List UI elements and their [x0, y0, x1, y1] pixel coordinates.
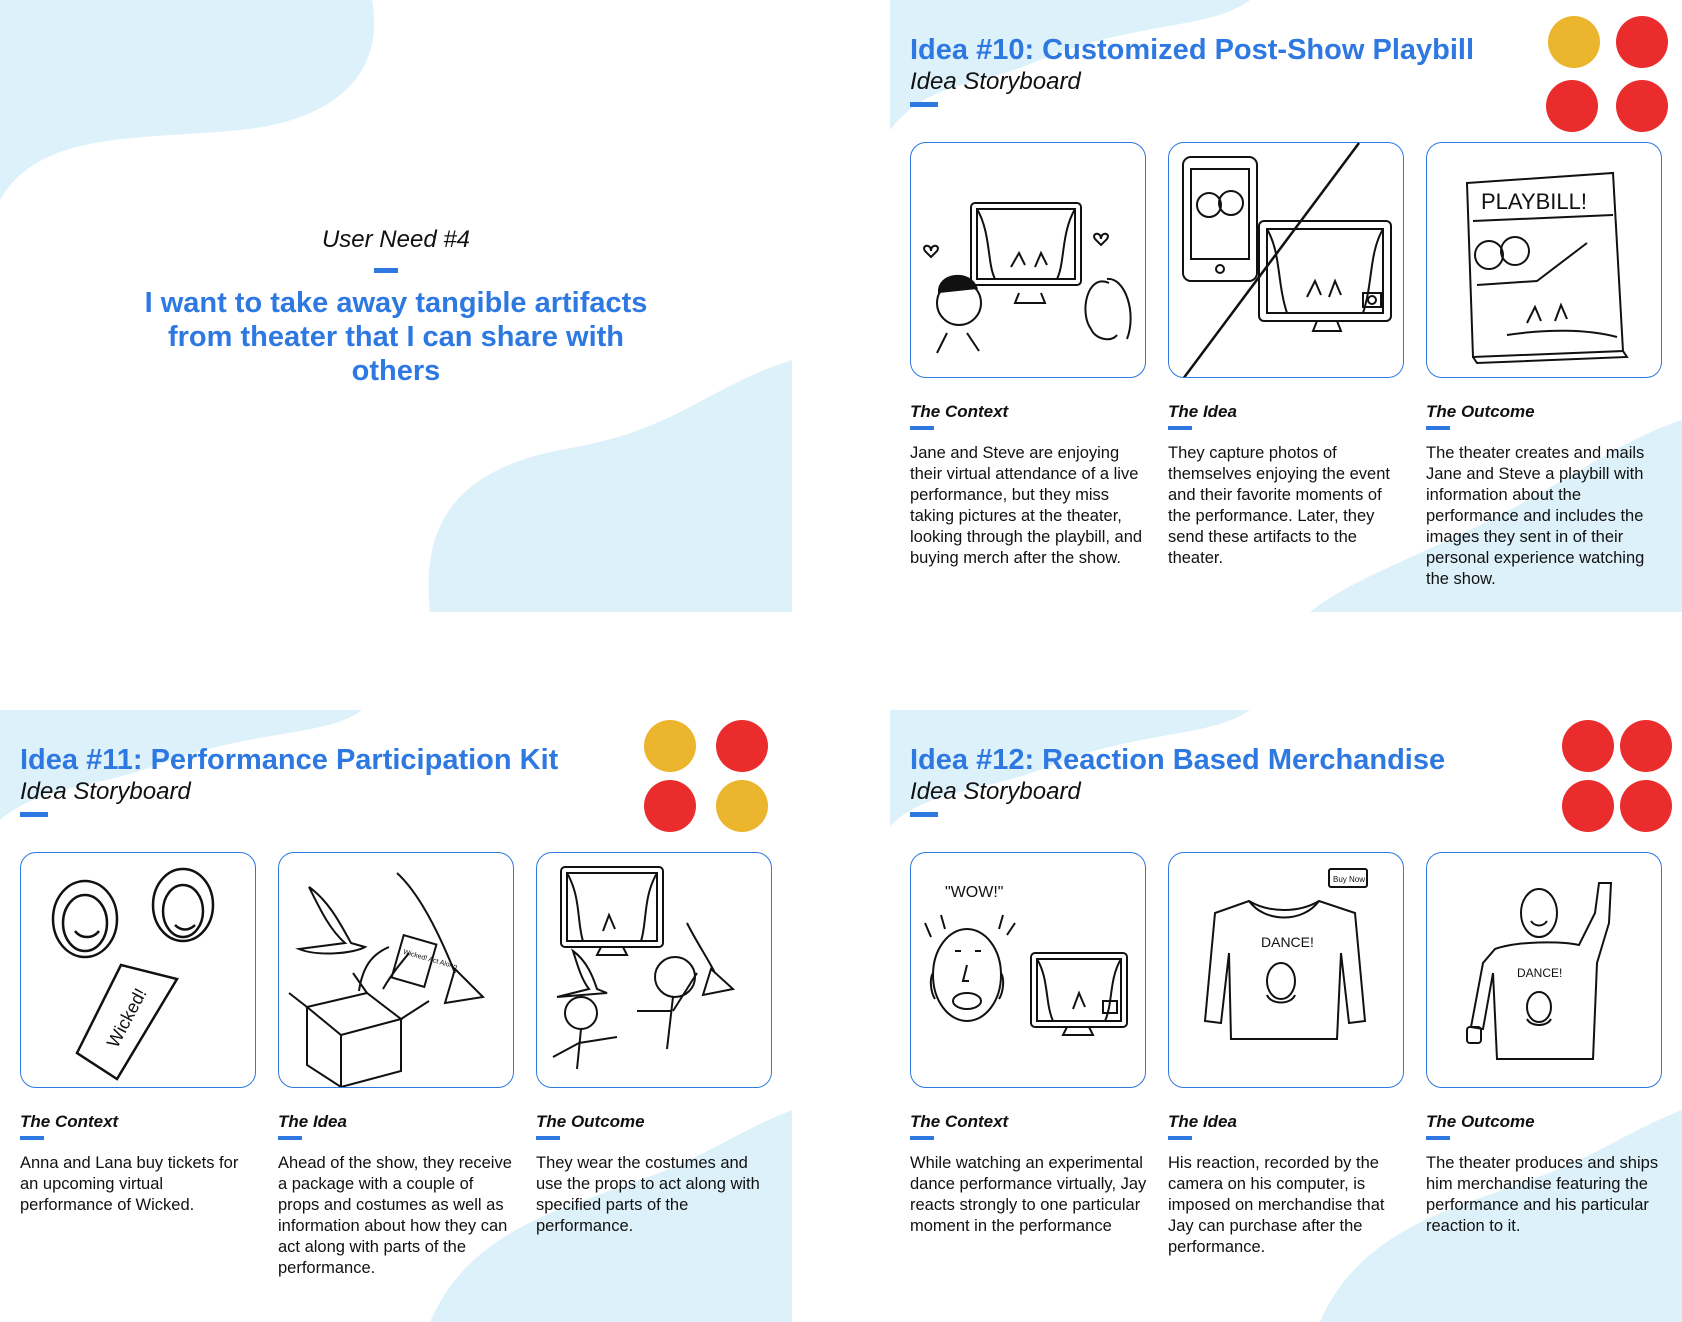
idea-subtitle: Idea Storyboard	[20, 778, 191, 805]
panel-description: The theater produces and ships him merchandise featuring the performance and his particular reaction to it.	[1426, 1154, 1659, 1235]
rating-dot-red	[1620, 720, 1672, 772]
booklet-text: Wicked! Act Along	[402, 948, 458, 971]
sketch-phone-photo-and-stage	[1169, 143, 1404, 378]
ticket-text: Wicked!	[102, 984, 151, 1051]
storyboard-panel-idea	[278, 852, 514, 1088]
panel-description: Ahead of the show, they receive a package with a couple of props and costumes as well as information about how they can act along with parts of the performance.	[278, 1154, 512, 1277]
rating-dot-red	[1616, 16, 1668, 68]
storyboard-panel-context	[910, 142, 1146, 378]
buy-now-text: Buy Now	[1333, 875, 1366, 884]
storyboard-panel-idea	[1168, 852, 1404, 1088]
panel-heading: The Context	[910, 402, 1009, 421]
slide-idea-11	[0, 710, 792, 1322]
rating-dot-red	[716, 720, 768, 772]
accent-bar	[20, 812, 48, 817]
sketch-package-props	[279, 853, 514, 1088]
panel-heading: The Idea	[1168, 1112, 1237, 1131]
storyboard-panel-outcome	[536, 852, 772, 1088]
accent-bar	[1426, 426, 1450, 430]
panel-heading: The Idea	[1168, 402, 1237, 421]
panel-heading: The Context	[910, 1112, 1009, 1131]
storyboard-panel-outcome	[1426, 852, 1662, 1088]
storyboard-panel-outcome	[1426, 142, 1662, 378]
panel-heading: The Outcome	[536, 1112, 645, 1131]
idea-subtitle: Idea Storyboard	[910, 778, 1081, 805]
accent-bar	[20, 1136, 44, 1140]
sketch-playbill	[1427, 143, 1662, 378]
panel-description: While watching an experimental dance performance virtually, Jay reacts strongly to one particular moment in the performance	[910, 1154, 1147, 1235]
rating-dot-red	[1562, 720, 1614, 772]
user-need-statement: I want to take away tangible artifacts from theater that I can share with others	[144, 287, 648, 387]
sketch-sweater-buy-now	[1169, 853, 1404, 1088]
accent-bar	[374, 268, 398, 273]
accent-bar	[910, 102, 938, 107]
rating-dot-red	[1616, 80, 1668, 132]
dance-text: DANCE!	[1261, 934, 1314, 950]
accent-bar	[1426, 1136, 1450, 1140]
rating-dot-red	[1620, 780, 1672, 832]
idea-title: Idea #10: Customized Post-Show Playbill	[910, 34, 1475, 66]
panel-heading: The Context	[20, 1112, 119, 1131]
sketch-wow-reaction	[911, 853, 1146, 1088]
shirt-dance-text: DANCE!	[1517, 966, 1563, 980]
sketch-two-faces-and-ticket	[21, 853, 256, 1088]
accent-bar	[910, 812, 938, 817]
accent-bar	[910, 1136, 934, 1140]
rating-dot-red	[644, 780, 696, 832]
panel-heading: The Outcome	[1426, 1112, 1535, 1131]
storyboard-panel-context	[20, 852, 256, 1088]
storyboard-panel-idea	[1168, 142, 1404, 378]
user-need-label: User Need #4	[321, 226, 471, 253]
panel-description: Jane and Steve are enjoying their virtual attendance of a live performance, but they miss taking pictures at the theater, looking through the playbill, and buying merch after the show.	[910, 444, 1143, 567]
storyboard-panel-context	[910, 852, 1146, 1088]
panel-heading: The Idea	[278, 1112, 347, 1131]
idea-title: Idea #11: Performance Participation Kit	[20, 744, 559, 776]
rating-dot-red	[1562, 780, 1614, 832]
accent-bar	[1168, 426, 1192, 430]
slide-idea-10	[890, 0, 1682, 612]
panel-description: The theater creates and mails Jane and Steve a playbill with information about the performance and includes the images they sent in of their personal experience watching the show.	[1426, 444, 1645, 588]
rating-dot-red	[1546, 80, 1598, 132]
sketch-man-wearing-sweater	[1427, 853, 1662, 1088]
idea-title: Idea #12: Reaction Based Merchandise	[910, 744, 1446, 776]
wow-text: "WOW!"	[945, 884, 1004, 901]
rating-dot-yellow	[1548, 16, 1600, 68]
sketch-acting-along	[537, 853, 772, 1088]
panel-description: Anna and Lana buy tickets for an upcoming virtual performance of Wicked.	[20, 1154, 239, 1214]
playbill-text: PLAYBILL!	[1481, 189, 1587, 214]
panel-description: They wear the costumes and use the props to act along with specified parts of the performance.	[536, 1154, 760, 1235]
rating-dot-yellow	[716, 780, 768, 832]
panel-description: They capture photos of themselves enjoying the event and their favorite moments of the performance. Later, they send these artifacts to the theater.	[1168, 444, 1390, 567]
accent-bar	[278, 1136, 302, 1140]
panel-heading: The Outcome	[1426, 402, 1535, 421]
slide-user-need	[0, 0, 792, 612]
accent-bar	[910, 426, 934, 430]
slide-idea-12	[890, 710, 1682, 1322]
panel-description: His reaction, recorded by the camera on his computer, is imposed on merchandise that Jay can purchase after the performance.	[1168, 1154, 1385, 1256]
accent-bar	[536, 1136, 560, 1140]
rating-dot-yellow	[644, 720, 696, 772]
accent-bar	[1168, 1136, 1192, 1140]
sketch-couple-watching-tv	[911, 143, 1146, 378]
idea-subtitle: Idea Storyboard	[910, 68, 1081, 95]
